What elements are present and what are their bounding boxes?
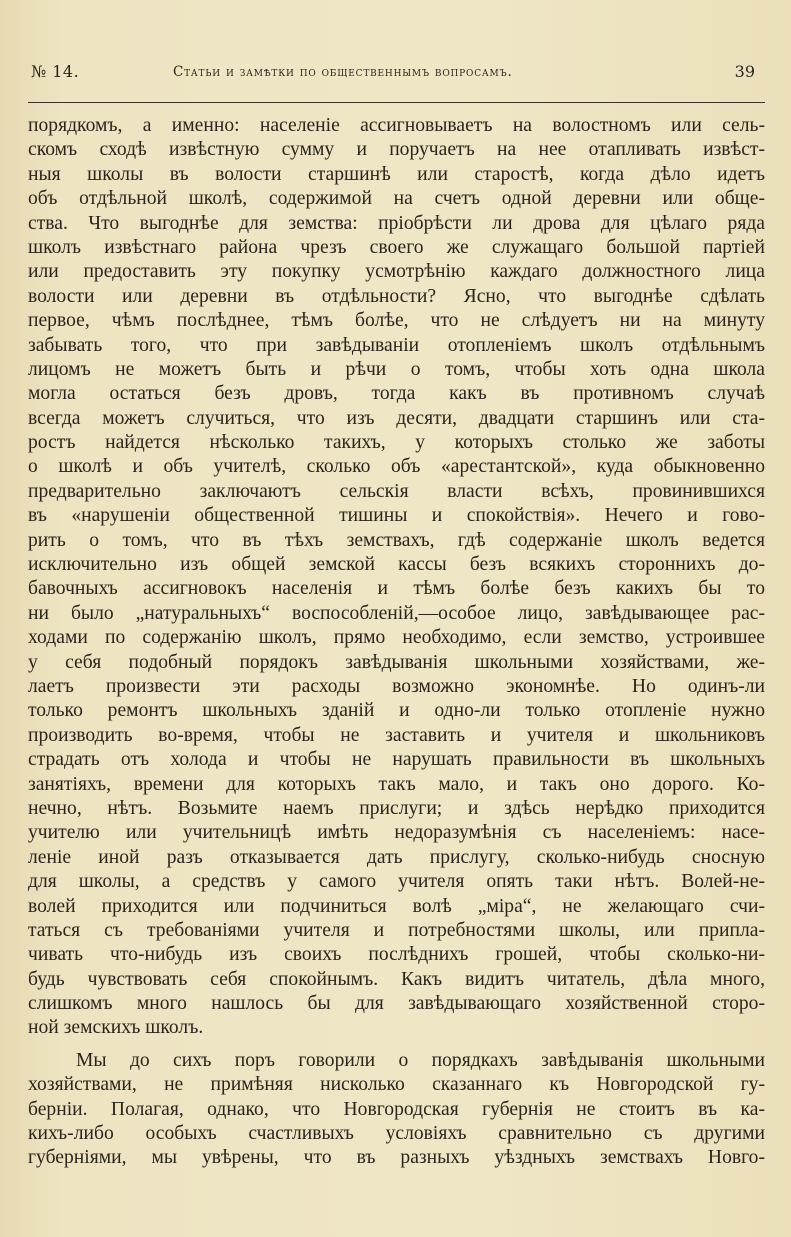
paragraph-gap: [28, 1041, 765, 1049]
text-line: у себя подобный порядокъ завѣдыванія школьными хозяйствами, же-: [28, 651, 765, 673]
issue-number: № 14.: [31, 62, 80, 81]
text-line: нечно, нѣтъ. Возьмите наемъ прислуги; и здѣсь нерѣдко приходится: [28, 797, 765, 819]
text-line: губерніями, мы увѣрены, что въ разныхъ уѣздныхъ земствахъ Новго-: [28, 1147, 765, 1169]
text-line: производить во-время, чтобы не заставить и учителя и школьниковъ: [28, 724, 765, 746]
text-line: волости или деревни въ отдѣльности? Ясно, что выгоднѣе сдѣлать: [28, 285, 765, 307]
text-line: берніи. Полагая, однако, что Новгородская губернія не стоитъ въ ка-: [28, 1098, 765, 1120]
text-line: о школѣ и объ учителѣ, сколько объ «арестантской», куда обыкновенно: [28, 456, 765, 478]
text-line: ства. Что выгоднѣе для земства: пріобрѣсти ли дрова для цѣлаго ряда: [28, 212, 765, 234]
text-line: для школы, а средствъ у самого учителя опять таки нѣтъ. Волей-не-: [28, 871, 765, 893]
text-line: таться съ требованіями учителя и потребностями школы, или припла-: [28, 919, 765, 941]
text-line: ной земскихъ школъ.: [28, 1017, 204, 1039]
text-line: могла остаться безъ дровъ, тогда какъ въ противномъ случаѣ: [28, 383, 765, 405]
text-line: учителю или учительницѣ имѣть недоразумѣнія съ населеніемъ: насе-: [28, 822, 765, 844]
text-line: или предоставить эту покупку усмотрѣнію каждаго должностного лица: [28, 261, 765, 283]
text-line: ныя школы въ волости старшинѣ или старостѣ, когда дѣло идетъ: [28, 163, 765, 185]
paragraph-2: [28, 1049, 765, 1171]
text-line: хозяйствами, не примѣняя нисколько сказаннаго къ Новгородской гу-: [28, 1074, 765, 1096]
text-line: предварительно заключаютъ сельскія власти всѣхъ, провинившихся: [28, 480, 765, 502]
text-line: волей приходится или подчиниться волѣ „міра“, не желающаго счи-: [28, 895, 765, 917]
text-line: ни было „натуральныхъ“ воспособленій,—особое лицо, завѣдывающее рас-: [28, 602, 765, 624]
text-line: въ «нарушеніи общественной тишины и спокойствія». Нечего и гово-: [28, 505, 765, 527]
text-line: слишкомъ много нашлось бы для завѣдывающаго хозяйственной сторо-: [28, 993, 765, 1015]
text-line: объ отдѣльной школѣ, содержимой на счетъ одной деревни или обще-: [28, 188, 765, 210]
running-title: Статьи и замѣтки по общественнымъ вопросамъ.: [173, 64, 513, 80]
text-line: чивать что-нибудь изъ своихъ послѣднихъ грошей, чтобы сколько-ни-: [28, 944, 765, 966]
text-line: забывать того, что при завѣдываніи отопленіемъ школъ отдѣльнымъ: [28, 334, 765, 356]
text-line: всегда можетъ случиться, что изъ десяти, двадцати старшинъ или ста-: [28, 407, 765, 429]
running-header: [28, 62, 765, 94]
text-line: скомъ сходѣ извѣстную сумму и поручаетъ на нее отапливать извѣст-: [28, 139, 765, 161]
text-line: лаетъ произвести эти расходы возможно экономнѣе. Но одинъ-ли: [28, 675, 765, 697]
article-body: [28, 114, 765, 1171]
text-line: ходами по содержанію школъ, прямо необходимо, если земство, устроившее: [28, 627, 765, 649]
page-number: 39: [734, 62, 755, 81]
text-line: бавочныхъ ассигновокъ населенія и тѣмъ болѣе безъ какихъ бы то: [28, 578, 765, 600]
text-line: только ремонтъ школьныхъ зданій и одно-ли только отопленіе нужно: [28, 700, 765, 722]
text-line: рить о томъ, что въ тѣхъ земствахъ, гдѣ содержаніе школъ ведется: [28, 529, 765, 551]
header-rule: [28, 102, 765, 103]
text-line: будь чувствовать себя спокойнымъ. Какъ видитъ читатель, дѣла много,: [28, 968, 765, 990]
text-line: занятіяхъ, времени для которыхъ такъ мало, и такъ оно дорого. Ко-: [28, 773, 765, 795]
text-line: лицомъ не можетъ быть и рѣчи о томъ, чтобы хоть одна школа: [28, 358, 765, 380]
text-line: ростъ найдется нѣсколько такихъ, у которыхъ столько же заботы: [28, 432, 765, 454]
text-line: кихъ-либо особыхъ счастливыхъ условіяхъ сравнительно съ другими: [28, 1123, 765, 1145]
text-line: леніе иной разъ отказывается дать прислугу, сколько-нибудь сносную: [28, 846, 765, 868]
text-line: страдать отъ холода и чтобы не нарушать правильности въ школьныхъ: [28, 749, 765, 771]
text-line: школъ извѣстнаго района чрезъ своего же служащаго большой партіей: [28, 236, 765, 258]
text-line: первое, чѣмъ послѣднее, тѣмъ болѣе, что не слѣдуетъ ни на минуту: [28, 310, 765, 332]
text-line: исключительно изъ общей земской кассы безъ всякихъ стороннихъ до-: [28, 554, 765, 576]
paragraph-1: [28, 114, 765, 1041]
text-line: порядкомъ, а именно: населеніе ассигновываетъ на волостномъ или сель-: [28, 115, 765, 136]
text-line: Мы до сихъ поръ говорили о порядкахъ завѣдыванія школьными: [76, 1049, 765, 1071]
